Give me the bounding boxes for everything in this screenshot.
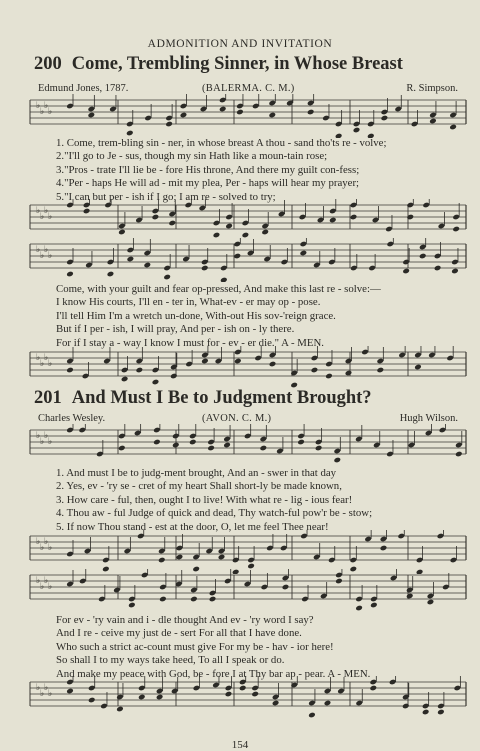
svg-text:♭: ♭ (44, 245, 49, 255)
page-number: 154 (231, 739, 249, 751)
svg-text:♭: ♭ (36, 245, 41, 255)
svg-text:♭: ♭ (44, 683, 49, 693)
svg-text:♭: ♭ (40, 251, 45, 261)
svg-text:♭: ♭ (44, 576, 49, 586)
svg-text:♭: ♭ (44, 431, 49, 441)
svg-text:♭: ♭ (36, 101, 41, 111)
svg-text:♭: ♭ (36, 353, 41, 363)
music-staff (0, 346, 480, 390)
svg-text:♭: ♭ (48, 582, 53, 592)
music-staff (0, 238, 480, 282)
svg-text:♭: ♭ (36, 576, 41, 586)
composer: R. Simpson. (406, 83, 458, 94)
svg-text:♭: ♭ (48, 437, 53, 447)
svg-text:♭: ♭ (40, 582, 45, 592)
svg-text:♭: ♭ (40, 543, 45, 553)
svg-text:♭: ♭ (48, 543, 53, 553)
svg-text:♭: ♭ (44, 206, 49, 216)
verse-line: For ev - 'ry vain and i - dle thought And ev - 'ry word I say? (56, 614, 314, 626)
hymn-201-verses-a (56, 467, 372, 534)
verse-line: I'll tell Him I'm a wretch un-done, With-out His sov-'reign grace. (56, 309, 336, 322)
page-header: ADMONITION AND INVITATION (147, 38, 333, 50)
music-staff (0, 530, 480, 574)
hymn-200-verses-a (56, 137, 386, 204)
hymn-200-verses-b (56, 283, 381, 350)
verse-line: And I re - ceive my just de - sert For all that I have done. (56, 627, 302, 640)
music-staff (0, 676, 480, 720)
svg-text:♭: ♭ (36, 431, 41, 441)
svg-text:♭: ♭ (44, 353, 49, 363)
svg-text:♭: ♭ (36, 206, 41, 216)
hymn-title-text: And Must I Be to Judgment Brought? (71, 388, 372, 408)
verse-line: 4. Thou aw - ful Judge of quick and dead, Thy watch-ful pow'r be - stow; (56, 507, 373, 520)
verse-line: 1. And must I be to judg-ment brought, And an - swer in that day (56, 467, 337, 479)
verse-line: But if I per - ish, I will pray, And per - ish on - ly there. (56, 323, 295, 336)
verse-line: Come, with your guilt and fear op-pressed, And make this last re - solve:— (56, 283, 381, 295)
svg-text:♭: ♭ (48, 251, 53, 261)
verse-line: 1. Come, trem-bling sin - ner, in whose breast A thou - sand tho'ts re - volve; (56, 137, 387, 149)
verse-line: 3."Pros - trate I'll lie be - fore His throne, And there my guilt con-fess; (56, 163, 360, 176)
verse-line: 3. How care - ful, then, ought I to live! With what re - lig - ious fear! (56, 493, 353, 506)
tune-name: (AVON. C. M.) (202, 413, 272, 424)
verse-line: 5."I can but per - ish if I go; I am re - solved to try; (56, 190, 276, 203)
composer: Hugh Wilson. (399, 413, 458, 424)
svg-text:♭: ♭ (40, 437, 45, 447)
verse-line: 2."I'll go to Je - sus, though my sin Hath like a moun-tain rose; (56, 150, 328, 163)
verse-line: 4."Per - haps He will ad - mit my plea, Per - haps will hear my prayer; (56, 177, 360, 190)
verse-line: 2. Yes, ev - 'ry se - cret of my heart Shall short-ly be made known, (56, 480, 342, 493)
music-staff (0, 199, 480, 243)
svg-text:♭: ♭ (44, 537, 49, 547)
verse-line: For if I stay a - way I know I must for - ev - er die." A - MEN. (56, 336, 324, 349)
hymn-number: 200 (34, 54, 62, 74)
hymn-201-title (34, 388, 454, 409)
svg-text:♭: ♭ (48, 689, 53, 699)
music-staff (0, 569, 480, 613)
hymn-number: 201 (34, 388, 62, 408)
svg-text:♭: ♭ (48, 107, 53, 117)
hymn-title-text: Come, Trembling Sinner, in Whose Breast (71, 54, 403, 74)
svg-text:♭: ♭ (48, 359, 53, 369)
author: Charles Wesley. (38, 413, 106, 424)
svg-text:♭: ♭ (40, 359, 45, 369)
svg-text:♭: ♭ (44, 101, 49, 111)
verse-line: 5. If now Thou stand - est at the door, O, let me feel Thee near! (56, 520, 329, 533)
verse-line: Who such a strict ac-count must give For my be - hav - ior here! (56, 640, 334, 653)
music-staff (0, 424, 480, 468)
tune-name: (BALERMA. C. M.) (202, 83, 295, 94)
svg-text:♭: ♭ (40, 212, 45, 222)
svg-text:♭: ♭ (40, 689, 45, 699)
hymn-201-verses-b (56, 614, 370, 681)
svg-text:♭: ♭ (40, 107, 45, 117)
svg-text:♭: ♭ (36, 537, 41, 547)
music-staff (0, 94, 480, 138)
hymn-200-title (34, 54, 454, 75)
verse-line: And make my peace with God, be - fore I at Thy bar ap - pear. A - MEN. (56, 667, 371, 680)
svg-text:♭: ♭ (48, 212, 53, 222)
author: Edmund Jones, 1787. (38, 83, 129, 94)
verse-line: I know His courts, I'll en - ter in, What-ev - er may op - pose. (56, 296, 321, 309)
svg-text:♭: ♭ (36, 683, 41, 693)
verse-line: So shall I to my ways take heed, To all I speak or do. (56, 654, 285, 667)
